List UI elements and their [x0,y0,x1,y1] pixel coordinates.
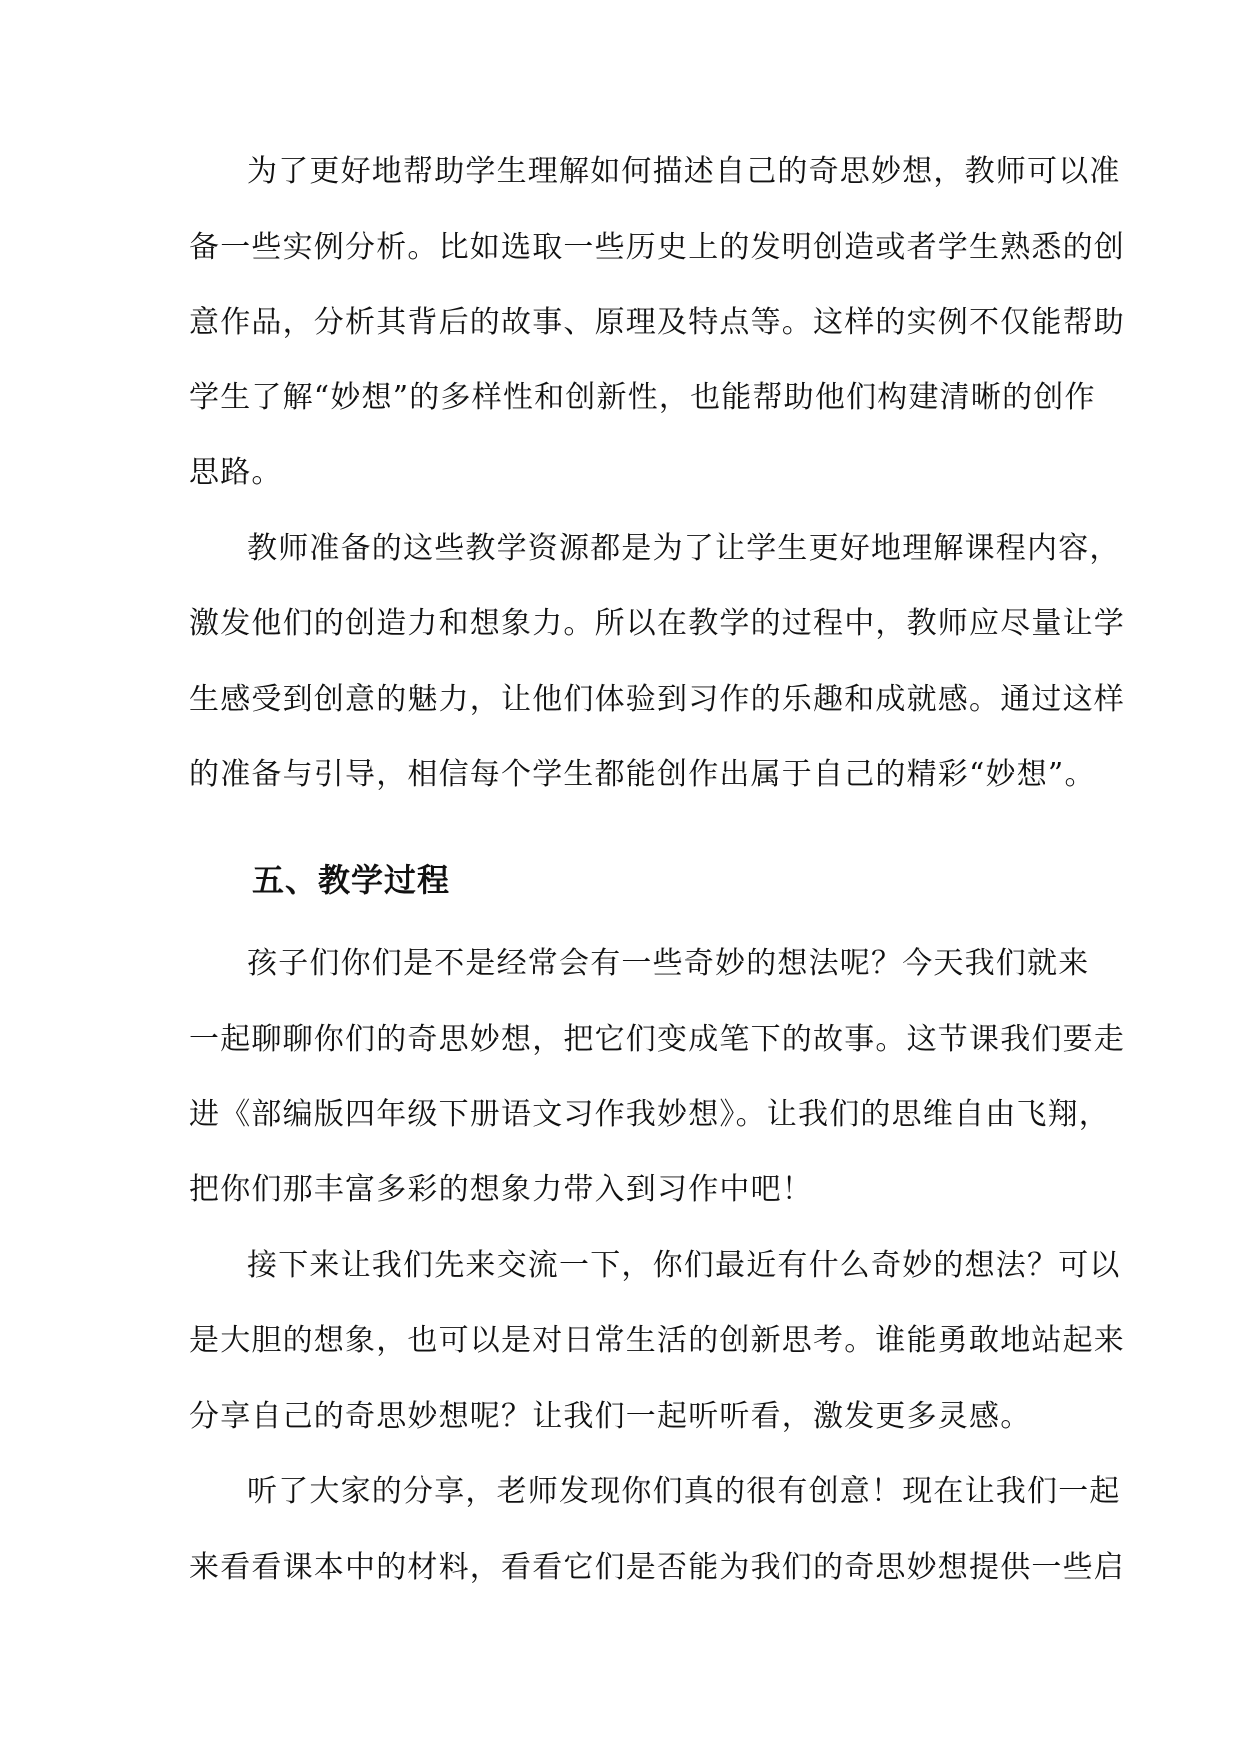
section-heading: 五、教学过程 [252,861,451,899]
paragraph-line: 把你们那丰富多彩的想象力带入到习作中吧！ [189,1172,813,1207]
paragraph-line: 的准备与引导，相信每个学生都能创作出属于自己的精彩“妙想”。 [189,757,1096,792]
paragraph-line: 接下来让我们先来交流一下，你们最近有什么奇妙的想法？可以 [247,1248,1121,1283]
paragraph-line: 进《部编版四年级下册语文习作我妙想》。让我们的思维自由飞翔， [189,1097,1110,1132]
paragraph-line: 孩子们你们是不是经常会有一些奇妙的想法呢？今天我们就来 [247,946,1090,981]
paragraph-line: 听了大家的分享，老师发现你们真的很有创意！现在让我们一起 [247,1474,1121,1509]
paragraph-line: 激发他们的创造力和想象力。所以在教学的过程中，教师应尽量让学 [189,606,1125,641]
paragraph-line: 来看看课本中的材料，看看它们是否能为我们的奇思妙想提供一些启 [189,1550,1125,1585]
paragraph-line: 思路。 [189,455,283,490]
paragraph-line: 为了更好地帮助学生理解如何描述自己的奇思妙想，教师可以准 [247,154,1121,189]
paragraph-line: 一起聊聊你们的奇思妙想，把它们变成笔下的故事。这节课我们要走 [189,1022,1125,1057]
paragraph-line: 分享自己的奇思妙想呢？让我们一起听听看，激发更多灵感。 [189,1399,1032,1434]
paragraph-line: 意作品，分析其背后的故事、原理及特点等。这样的实例不仅能帮助 [189,305,1125,340]
paragraph-line: 学生了解“妙想”的多样性和创新性，也能帮助他们构建清晰的创作 [189,380,1096,415]
paragraph-line: 教师准备的这些教学资源都是为了让学生更好地理解课程内容， [247,531,1121,566]
paragraph-line: 生感受到创意的魅力，让他们体验到习作的乐趣和成就感。通过这样 [189,682,1125,717]
paragraph-line: 是大胆的想象，也可以是对日常生活的创新思考。谁能勇敢地站起来 [189,1323,1125,1358]
paragraph-line: 备一些实例分析。比如选取一些历史上的发明创造或者学生熟悉的创 [189,230,1125,265]
